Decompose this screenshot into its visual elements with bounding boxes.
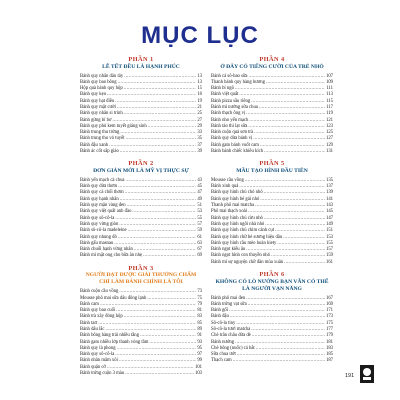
- toc-entry-page: 157: [325, 247, 333, 253]
- toc-entry-page: 149: [325, 221, 333, 227]
- toc-entry-label: Bánh quy hạnh nhân: [80, 196, 119, 202]
- dot-leader: [120, 149, 197, 155]
- toc-entry-label: Chè trân châu dừa dẻ: [211, 333, 251, 339]
- toc-entry-label: Bánh bông hàng trái nhiều tầng: [80, 333, 139, 339]
- toc-entry-label: Bánh trứng vạt sữa: [211, 301, 247, 307]
- toc-entry-label: Bánh quy hình chú cừu nhỏ: [211, 215, 263, 221]
- toc-entry-label: Bánh quy kẹo: [80, 92, 107, 98]
- toc-entry-page: 185: [325, 352, 333, 358]
- toc-entry-label: Bánh quy hình cầu mèo hoàn kiety: [211, 240, 277, 246]
- toc-entry-label: Bánh mì sự nguyện chữ đàn mùa xuân: [211, 259, 284, 265]
- toc-entry-page: 175: [325, 320, 333, 326]
- toc-entry-label: Bánh quy phủ kem tuyết giáng sinh: [80, 123, 147, 129]
- toc-entry-page: 151: [325, 228, 333, 234]
- toc-entry-page: 15: [197, 86, 202, 92]
- section-number: PHẦN 6: [259, 271, 285, 279]
- toc-entry-page: 61: [197, 234, 202, 240]
- toc-entry-label: Bánh việt quất: [211, 92, 239, 98]
- toc-entry-label: Bánh quận cờ: [80, 364, 106, 370]
- toc-entry-page: 143: [325, 203, 333, 209]
- toc-entry-label: Bánh nướng: [211, 339, 235, 345]
- toc-entry-label: Bánh quy hình chú chim cánh cụt: [211, 228, 275, 234]
- toc-entry-label: Mousse cầu vồng: [211, 177, 244, 183]
- dot-leader: [233, 358, 325, 364]
- toc-entry-label: Bánh gato bánh vuốt cam: [211, 142, 259, 148]
- toc-entry-label: Bánh phô mai đen: [211, 295, 246, 301]
- toc-entry-page: 73: [197, 289, 202, 295]
- toc-entry-page: 131: [325, 149, 333, 155]
- section-title: LỄ TẾT ĐỀU LÀ HẠNH PHÚC: [102, 63, 180, 70]
- section-number: PHẦN 4: [259, 56, 285, 63]
- toc-entry-label: Bánh quy bao bông: [80, 79, 117, 85]
- toc-entry-label: Bánh ngọt kiểu âu: [211, 247, 246, 253]
- page-title: MỤC LỤC: [141, 22, 259, 49]
- toc-entry-label: Bánh cuộn cầu vồng: [80, 289, 119, 295]
- publisher-logo-icon: [360, 365, 374, 383]
- toc-entry-label: Bánh bánh chiếc khiêu kích: [211, 149, 264, 155]
- section-title: NGƯỜI ĐẠT ĐƯỢC GIẢI THƯỞNG CHẤM CHỈ LÀM BÁNH CHÍNH LÀ TÔI: [85, 272, 197, 286]
- toc-entry-label: Bánh quy lá phong: [80, 345, 116, 351]
- toc-entry-label: Bánh quy nhung đỏ: [80, 234, 117, 240]
- toc-entry-page: 135: [325, 177, 333, 183]
- toc-entry-page: 33: [197, 130, 202, 136]
- toc-entry-label: Bánh gối: [211, 308, 229, 314]
- toc-entry-label: Bánh xinh quả: [211, 184, 239, 190]
- toc-entry-page: 109: [325, 79, 333, 85]
- toc-entry-label: Mousse phô mai sữa dâu đông lạnh: [80, 295, 147, 301]
- toc-entry-label: Bánh gato nhiều lớp thanh vòng tầm: [80, 339, 149, 345]
- toc-entry-page: 187: [325, 358, 333, 364]
- toc-entry-page: 69: [197, 253, 202, 259]
- toc-entry-page: 167: [325, 295, 333, 301]
- toc-entry-page: 29: [197, 123, 202, 129]
- toc-entry[interactable]: [80, 371, 202, 377]
- toc-entry-label: Bánh đậu xanh: [80, 142, 109, 148]
- toc-entry-label: Thạch cam: [211, 358, 232, 364]
- toc-entry-label: Bánh nhân mâm xôi: [80, 358, 118, 364]
- toc-entry-page: 67: [197, 247, 202, 253]
- toc-entry-page: 95: [197, 345, 202, 351]
- toc-entry-page: 125: [325, 130, 333, 136]
- toc-entry-page: 63: [197, 240, 202, 246]
- toc-entry-label: Thanh phô mai matcha: [211, 203, 255, 209]
- toc-entry-page: 89: [197, 327, 202, 332]
- toc-entry-label: Bánh quy hình bé gái nhỏ: [211, 196, 260, 202]
- toc-entry[interactable]: [211, 358, 333, 364]
- toc-entry-label: Bánh tart: [80, 320, 98, 326]
- toc-entry-page: 115: [326, 98, 333, 104]
- toc-entry-label: Sô-cô-la tươi matcha: [211, 327, 251, 332]
- toc-entry-page: 25: [197, 111, 202, 117]
- toc-entry-page: 119: [326, 111, 333, 117]
- toc-entry-page: 91: [197, 333, 202, 339]
- toc-entry-label: Bánh cuộn quả sơn trà: [211, 130, 254, 136]
- toc-entry-label: Bánh trứng cuộn 3 màu: [80, 371, 125, 377]
- toc-entry-page: 79: [197, 301, 202, 307]
- toc-entry-page: 103: [194, 371, 202, 377]
- toc-entry-page: 101: [194, 364, 202, 370]
- toc-entry-page: 173: [325, 314, 333, 320]
- toc-entry-page: 37: [197, 142, 202, 148]
- toc-entry-page: 123: [325, 123, 333, 129]
- toc-entry[interactable]: [80, 149, 202, 155]
- toc-entry-page: 179: [325, 333, 333, 339]
- toc-entry-label: Hộp quà bánh quy hộp: [80, 86, 123, 92]
- toc-entry-page: 129: [325, 142, 333, 148]
- toc-section: [211, 56, 333, 155]
- toc-entry-page: 145: [325, 209, 333, 215]
- toc-entry-page: 21: [197, 104, 202, 110]
- toc-entry-label: Bánh quy mặt cười: [80, 104, 116, 110]
- dot-leader: [125, 371, 194, 377]
- toc-section: [80, 160, 202, 259]
- toc-entry-page: 13: [197, 79, 202, 85]
- toc-entry-label: Bánh quy mận vàng đen: [80, 203, 126, 209]
- toc-entry-page: 117: [326, 104, 333, 110]
- section-number: PHẦN 1: [128, 56, 154, 63]
- toc-entry-page: 75: [197, 295, 202, 301]
- page-number: 191: [345, 373, 355, 379]
- toc-entry-page: 13: [197, 73, 202, 79]
- toc-entry-page: 55: [197, 215, 202, 221]
- toc-entry-page: 127: [325, 136, 333, 142]
- section-title: KHÔNG CÓ LÒ NƯỚNG BẠN VẪN CÓ THỂ LÀ NGƯỜI VẠN NĂNG: [215, 278, 329, 292]
- toc-section: [211, 160, 333, 266]
- toc-entry-page: 35: [197, 136, 202, 142]
- toc-entry-label: Bánh đậu: [211, 314, 229, 320]
- toc-entry-label: Bánh quy bao cuối: [80, 308, 116, 314]
- toc-entry-label: Bánh cá sô-bao sữa: [211, 73, 248, 79]
- toc-entry-page: 177: [325, 327, 333, 332]
- toc-entry-page: 57: [197, 221, 202, 227]
- toc-entry-page: 183: [325, 345, 333, 351]
- toc-entry-label: Bánh sô-cô-la madeleine: [80, 228, 127, 234]
- section-title: ĐƠN GIẢN MỚI LÀ MỸ VỊ THỰC SỰ: [93, 167, 189, 174]
- toc-entry-page: 147: [325, 215, 333, 221]
- toc-entry-page: 81: [197, 308, 202, 314]
- toc-entry-page: 99: [197, 358, 202, 364]
- toc-entry-page: 161: [325, 259, 333, 265]
- toc-right-column: [211, 56, 333, 370]
- toc-section: [211, 271, 333, 365]
- toc-entry-label: Bánh dâu lắc: [80, 327, 105, 332]
- toc-entry-page: 45: [197, 184, 202, 190]
- toc-entry-page: 139: [325, 190, 333, 196]
- toc-entry-label: Bánh bí ngô: [211, 86, 234, 92]
- toc-entry-page: 47: [197, 190, 202, 196]
- toc-entry-label: Bánh yến mạch cà chua: [80, 177, 125, 183]
- toc-entry-page: 83: [197, 314, 202, 320]
- toc-entry-label: Thanh bánh quy hàng hương: [211, 79, 265, 85]
- dot-leader: [264, 149, 325, 155]
- toc-entry-label: Bánh quy nhân si trinh: [80, 111, 123, 117]
- toc-entry-page: 169: [325, 301, 333, 307]
- toc-entry-label: Bánh trung thu vỏ tuyết: [80, 136, 125, 142]
- toc-left-column: [80, 56, 202, 382]
- toc-entry-page: 53: [197, 209, 202, 215]
- toc-entry-label: Bánh táo thì lạt sữa: [211, 123, 248, 129]
- toc-entry-page: 171: [325, 308, 333, 314]
- dot-leader: [284, 260, 325, 266]
- toc-entry-page: 16: [197, 92, 202, 98]
- section-number: PHẦN 5: [259, 160, 285, 168]
- toc-entry-label: Bánh quy nhân dâu tây: [80, 73, 124, 79]
- toc-entry-page: 113: [326, 92, 333, 98]
- toc-entry-label: Bánh gấu masnau: [80, 240, 114, 246]
- toc-entry-label: Bánh quy dừa bánh vị: [211, 136, 253, 142]
- toc-entry-page: 137: [325, 184, 333, 190]
- toc-section: [80, 56, 202, 155]
- toc-entry-page: 121: [325, 117, 333, 123]
- toc-entry-label: Bánh ngọt hình con thuyền nhỏ: [211, 253, 270, 259]
- toc-entry-page: 49: [197, 196, 202, 202]
- toc-entry-label: Bánh quy việt quất anh đào: [80, 209, 132, 215]
- toc-entry-label: Bánh mì mặt ong cho bữa ăn nhẹ: [80, 253, 143, 259]
- toc-entry-page: 111: [326, 86, 333, 92]
- section-number: PHẦN 2: [128, 160, 154, 168]
- toc-entry-label: Bánh quy hạt điều: [80, 98, 115, 104]
- toc-entry-label: Bánh pizza sầu riêng: [211, 98, 251, 104]
- toc-entry-page: 159: [325, 253, 333, 259]
- toc-entry-label: Bánh quy hình chữ bé sương hiệu dâu: [211, 234, 283, 240]
- toc-entry-label: Bánh ác cốt sắp giáo: [80, 149, 119, 155]
- toc-entry-label: Bánh mì nướng sữa chua: [211, 104, 258, 110]
- section-title: Ở ĐÂY CÓ TIẾNG CƯỜI CỦA TRẺ NHỎ: [220, 63, 324, 70]
- toc-entry-page: 93: [197, 339, 202, 345]
- toc-section: [80, 265, 202, 378]
- toc-entry-label: Bánh cam: [80, 301, 99, 307]
- section-title: MẦU TẠO HÌNH ĐẦU TIÊN: [236, 167, 308, 174]
- toc-entry[interactable]: [80, 253, 202, 259]
- toc-entry-label: Chè bông (nuốc) cá bắt: [211, 345, 255, 351]
- toc-entry-label: Bánh quy cà chối thơm: [80, 190, 124, 196]
- toc-entry-page: 97: [197, 352, 202, 358]
- toc-entry-label: Bánh quy sô-cô-la: [80, 215, 115, 221]
- dot-leader: [143, 253, 196, 259]
- toc-entry-label: Bánh quy hình chú chó nhỏ: [211, 190, 263, 196]
- toc-entry-label: Bánh quy dừa thơm: [80, 184, 118, 190]
- toc-entry-page: 51: [197, 203, 202, 209]
- toc-entry-page: 181: [325, 339, 333, 345]
- toc-entry[interactable]: [211, 260, 333, 266]
- toc-entry-label: Bánh thạch ông vị: [211, 111, 246, 117]
- toc-entry-label: Phô mai thạch xoài: [211, 209, 248, 215]
- toc-entry-page: 141: [325, 196, 333, 202]
- toc-entry-page: 85: [197, 320, 202, 326]
- toc-entry-label: Bánh gừng bí bơ: [80, 117, 112, 123]
- toc-entry-page: 153: [325, 234, 333, 240]
- toc-entry-label: Bánh quy hình ngôi nhà nhỏ: [211, 221, 265, 227]
- toc-entry-label: Sữa chua ướt: [211, 352, 236, 358]
- toc-entry[interactable]: [211, 149, 333, 155]
- toc-entry-label: Bánh chuối hạnh vừng nhân: [80, 247, 133, 253]
- toc-entry-label: Bánh trà xây đóng hộp: [80, 314, 123, 320]
- toc-entry-label: Bánh nho yến mạch: [211, 117, 249, 123]
- toc-entry-page: 27: [197, 117, 202, 123]
- toc-entry-page: 107: [325, 73, 333, 79]
- toc-entry-page: 43: [197, 177, 202, 183]
- toc-entry-page: 155: [325, 240, 333, 246]
- toc-entry-label: Bánh quy sô-cô-la: [80, 352, 115, 358]
- toc-entry-label: Sô-cô-la tiny: [211, 320, 236, 326]
- toc-entry-page: 59: [197, 228, 202, 234]
- toc-entry-page: 39: [197, 149, 202, 155]
- section-number: PHẦN 3: [128, 264, 154, 272]
- toc-entry-label: Bánh quy vừng giòn: [80, 221, 119, 227]
- toc-entry-page: 19: [197, 98, 202, 104]
- toc-entry-label: Bánh trung thu trứng: [80, 130, 120, 136]
